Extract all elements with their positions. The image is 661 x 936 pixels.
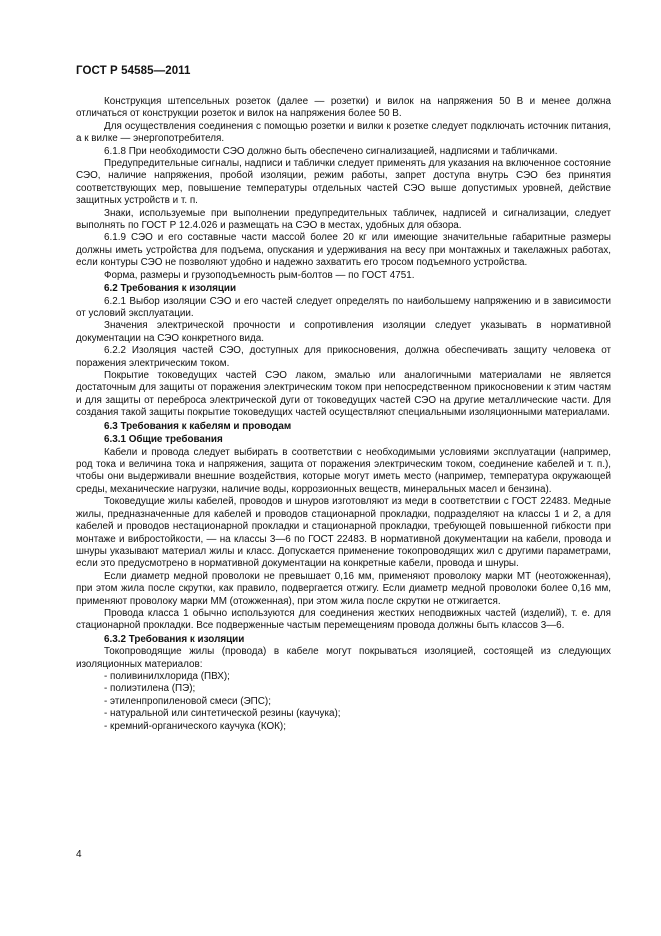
- paragraph: Кабели и провода следует выбирать в соответствии с необходимыми условиями эксплуатации (например, род тока и величина тока и напряжения, защита от поражения электрическим током, соединение кабелей и т. п.), чтобы они выдерживали внешние воздействия, которые могут иметь место (например, температура окружающей среды, механические нагрузки, наличие воды, коррозионных веществ, минеральных масел и бензина).: [76, 446, 611, 495]
- subsection-heading: 6.3.1 Общие требования: [104, 434, 223, 446]
- paragraph: Покрытие токоведущих частей СЭО лаком, эмалью или аналогичными материалами не является достаточным для защиты от поражения электрическим током при непосредственном прикосновении к этим частям и для защиты от переброса электрической дуги от токоведущих частей СЭО на другие металлические части. Для создания такой защиты покрытие токоведущих частей осуществляют специальными изоляционными материалами.: [76, 370, 611, 419]
- paragraph: Конструкция штепсельных розеток (далее — розетки) и вилок на напряжения 50 В и менее должна отличаться от конструкции розеток и вилок на напряжения более 50 В.: [76, 96, 611, 120]
- list-item: - кремний-органического каучука (КОК);: [104, 720, 286, 732]
- paragraph: 6.2.1 Выбор изоляции СЭО и его частей следует определять по наибольшему напряжению и в зависимости от условий эксплуатации.: [76, 295, 611, 319]
- document-header: ГОСТ Р 54585—2011: [76, 65, 191, 77]
- list-item: - поливинилхлорида (ПВХ);: [104, 671, 230, 683]
- paragraph: Если диаметр медной проволоки не превышает 0,16 мм, применяют проволоку марки МТ (неотожженная), при этом жила после скрутки, как правило, подвергается отжигу. Если диаметр медной проволоки более 0,16 мм, применяют проволоку марки ММ (отожженная), при этом жила после скрутки не отжигается.: [76, 570, 611, 607]
- list-item: - этиленпропиленовой смеси (ЭПС);: [104, 695, 271, 707]
- section-heading: 6.3 Требования к кабелям и проводам: [104, 420, 292, 432]
- section-heading: 6.2 Требования к изоляции: [104, 283, 237, 295]
- paragraph: Знаки, используемые при выполнении предупредительных табличек, надписей и сигнализации, следует выполнять по ГОСТ Р 12.4.026 и размещать на СЭО в местах, удобных для обзора.: [76, 207, 611, 232]
- paragraph: 6.1.8 При необходимости СЭО должно быть обеспечено сигнализацией, надписями и табличками.: [104, 145, 558, 157]
- paragraph: Значения электрической прочности и сопротивления изоляции следует указывать в нормативной документации на СЭО конкретного вида.: [76, 320, 611, 344]
- paragraph: 6.1.9 СЭО и его составные части массой более 20 кг или имеющие значительные габаритные размеры должны иметь устройства для подъема, опускания и удерживания на весу при монтажных и такелажных работах, если контуры СЭО не позволяют удобно и надежно захватить его тросом подъемного устройства.: [76, 232, 611, 269]
- paragraph: Токоведущие жилы кабелей, проводов и шнуров изготовляют из меди в соответствии с ГОСТ 22483. Медные жилы, предназначенные для кабелей и проводов стационарной прокладки, подразделяют на классы 1 и 2, а для кабелей и проводов нестационарной прокладки и стационарной прокладки, требующей повышенной гибкости при монтаже и вибростойкости, — на классы 3—6 по ГОСТ 22483. В нормативной документации на кабели, провода и шнуры указывают материал жилы и класс. Допускается применение токопроводящих жил с другими параметрами, если это предусмотрено в нормативной документации на конкретные кабели, провода и шнуры.: [76, 496, 611, 570]
- paragraph: Предупредительные сигналы, надписи и таблички следует применять для указания на включенное состояние СЭО, наличие напряжения, пробой изоляции, режим работы, запрет доступа внутрь СЭО без принятия соответствующих мер, повышение температуры отдельных частей СЭО выше допустимых уровней, действие защитных устройств и т. п.: [76, 158, 611, 207]
- list-item: - натуральной или синтетической резины (каучука);: [104, 708, 341, 720]
- paragraph: Для осуществления соединения с помощью розетки и вилки к розетке следует подключать источник питания, а к вилке — энергопотребителя.: [76, 120, 611, 145]
- document-body: [76, 96, 611, 733]
- paragraph: 6.2.2 Изоляция частей СЭО, доступных для прикосновения, должна обеспечивать защиту человека от поражения электрическим током.: [76, 345, 611, 369]
- paragraph: Форма, размеры и грузоподъемность рым-болтов — по ГОСТ 4751.: [104, 269, 415, 281]
- page-number: 4: [76, 849, 82, 860]
- materials-list: [76, 671, 611, 733]
- list-item: - полиэтилена (ПЭ);: [104, 683, 196, 695]
- paragraph: Токопроводящие жилы (провода) в кабеле могут покрываться изоляцией, состоящей из следующих изоляционных материалов:: [76, 646, 611, 670]
- paragraph: Провода класса 1 обычно используются для соединения жестких неподвижных частей (изделий), т. е. для стационарной прокладки. Все подверженные частым перемещениям провода должны быть классов 3—6.: [76, 607, 611, 632]
- subsection-heading: 6.3.2 Требования к изоляции: [104, 633, 245, 645]
